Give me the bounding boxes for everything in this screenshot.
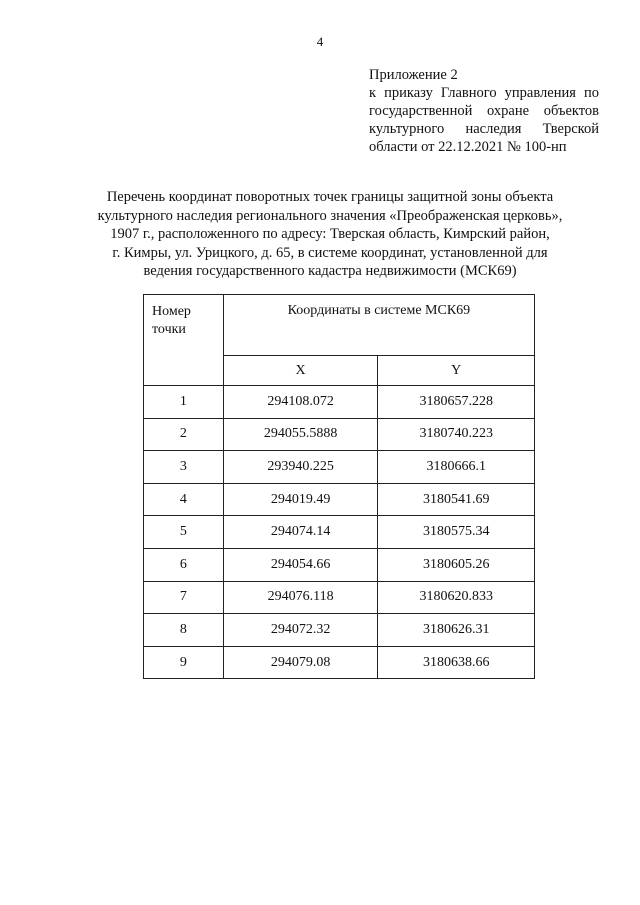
coordinates-table — [143, 294, 535, 679]
cell-x: 294076.118 — [223, 581, 378, 614]
table-row — [144, 386, 535, 419]
table-header-row — [144, 295, 535, 356]
cell-x: 294079.08 — [223, 646, 378, 679]
table-row — [144, 418, 535, 451]
table-row — [144, 614, 535, 647]
table-row — [144, 548, 535, 581]
cell-point-number: 9 — [144, 646, 224, 679]
cell-point-number: 2 — [144, 418, 224, 451]
cell-point-number: 6 — [144, 548, 224, 581]
appendix-line-5: области от 22.12.2021 № 100-нп — [369, 139, 567, 155]
cell-point-number: 8 — [144, 614, 224, 647]
cell-y: 3180638.66 — [378, 646, 535, 679]
title-line-1: Перечень координат поворотных точек границы защитной зоны объекта — [106, 189, 554, 205]
title-line-4: г. Кимры, ул. Урицкого, д. 65, в системе координат, установленной для — [112, 244, 548, 261]
table-row — [144, 483, 535, 516]
appendix-header — [369, 66, 599, 156]
appendix-line-4: культурного наследия Тверской — [369, 121, 599, 137]
cell-x: 294072.32 — [223, 614, 378, 647]
cell-x: 294054.66 — [223, 548, 378, 581]
table-row — [144, 451, 535, 484]
cell-point-number: 1 — [144, 386, 224, 419]
cell-y: 3180740.223 — [378, 418, 535, 451]
cell-point-number: 3 — [144, 451, 224, 484]
title-line-2: культурного наследия регионального значения «Преображенская церковь», — [97, 207, 563, 224]
cell-y: 3180666.1 — [378, 451, 535, 484]
cell-point-number: 7 — [144, 581, 224, 614]
cell-x: 294074.14 — [223, 516, 378, 549]
title-line-5: ведения государственного кадастра недвижимости (МСК69) — [143, 263, 517, 280]
table-row — [144, 646, 535, 679]
header-point-number-line-2: точки — [152, 322, 186, 337]
header-point-number — [144, 295, 224, 386]
header-x: X — [223, 356, 378, 386]
document-title — [60, 188, 600, 281]
cell-y: 3180575.34 — [378, 516, 535, 549]
table-row — [144, 516, 535, 549]
appendix-line-1: Приложение 2 — [369, 67, 458, 83]
cell-y: 3180626.31 — [378, 614, 535, 647]
appendix-line-3: государственной охране объектов — [369, 103, 599, 119]
cell-y: 3180657.228 — [378, 386, 535, 419]
cell-y: 3180620.833 — [378, 581, 535, 614]
header-point-number-line-1: Номер — [152, 304, 191, 319]
cell-point-number: 4 — [144, 483, 224, 516]
cell-point-number: 5 — [144, 516, 224, 549]
header-y: Y — [378, 356, 535, 386]
header-coordinates-group: Координаты в системе МСК69 — [223, 295, 534, 356]
cell-x: 294019.49 — [223, 483, 378, 516]
page-number: 4 — [316, 34, 324, 49]
appendix-line-2: к приказу Главного управления по — [369, 85, 599, 101]
cell-x: 294055.5888 — [223, 418, 378, 451]
table-row — [144, 581, 535, 614]
cell-y: 3180605.26 — [378, 548, 535, 581]
cell-x: 294108.072 — [223, 386, 378, 419]
cell-x: 293940.225 — [223, 451, 378, 484]
title-line-3: 1907 г., расположенного по адресу: Тверская область, Кимрский район, — [110, 226, 550, 243]
cell-y: 3180541.69 — [378, 483, 535, 516]
